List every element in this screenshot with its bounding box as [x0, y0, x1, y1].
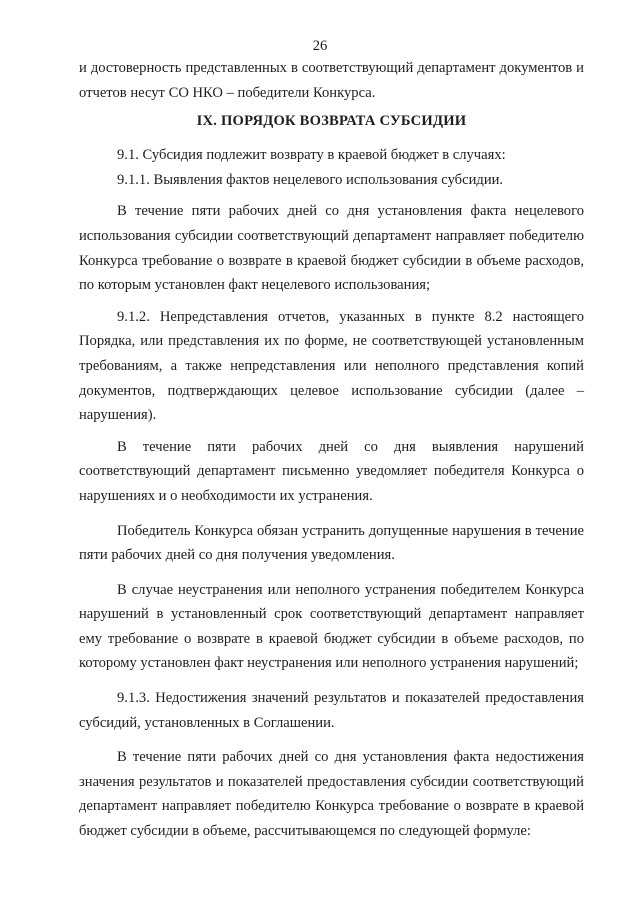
paragraph-violation-notice: В течение пяти рабочих дней со дня выявления нарушений соответствующий департамент письменно уведомляет победителя Конкурса о нарушениях и о необходимости их устранения. — [79, 438, 584, 504]
paragraph-misuse-demand: В течение пяти рабочих дней со дня установления факта нецелевого использования субсидии соответствующий департамент направляет победителю Конкурса требование о возврате в краевой бюджет субсидии в объеме расходов, по которым установлен факт нецелевого использования; — [79, 203, 584, 294]
document-body — [79, 56, 584, 844]
intro-paragraph: и достоверность представленных в соответствующий департамент документов и отчетов несут СО НКО – победители Конкурса. — [79, 60, 584, 101]
paragraph-non-elimination: В случае неустранения или неполного устранения победителем Конкурса нарушений в установленный срок соответствующий департамент направляет ему требование о возврате в краевой бюджет субсидии в объеме расходов, по которому установлен факт неустранения или неполного устранения нарушений; — [79, 581, 584, 672]
paragraph-9-1: 9.1. Субсидия подлежит возврату в краевой бюджет в случаях: — [117, 147, 506, 164]
paragraph-9-1-3: 9.1.3. Недостижения значений результатов и показателей предоставления субсидий, установленных в Соглашении. — [79, 690, 584, 731]
page-number: 26 — [312, 38, 328, 54]
paragraph-9-1-2: 9.1.2. Непредставления отчетов, указанных в пункте 8.2 настоящего Порядка, или представления их по форме, не соответствующей установленным требованиям, а также непредставления или неполного представления копий документов, подтверждающих целевое использование субсидии (далее – нарушения). — [79, 308, 584, 424]
section-heading: IX. ПОРЯДОК ВОЗВРАТА СУБСИДИИ — [196, 113, 467, 130]
paragraph-formula-intro: В течение пяти рабочих дней со дня установления факта недостижения значения результатов и показателей предоставления субсидии соответствующий департамент направляет победителю Конкурса требование о возврате в краевой бюджет субсидии в объеме, рассчитывающемся по следующей формуле: — [79, 749, 584, 840]
paragraph-winner-obligation: Победитель Конкурса обязан устранить допущенные нарушения в течение пяти рабочих дней со дня получения уведомления. — [79, 522, 584, 564]
paragraph-9-1-1: 9.1.1. Выявления фактов нецелевого использования субсидии. — [117, 171, 504, 188]
